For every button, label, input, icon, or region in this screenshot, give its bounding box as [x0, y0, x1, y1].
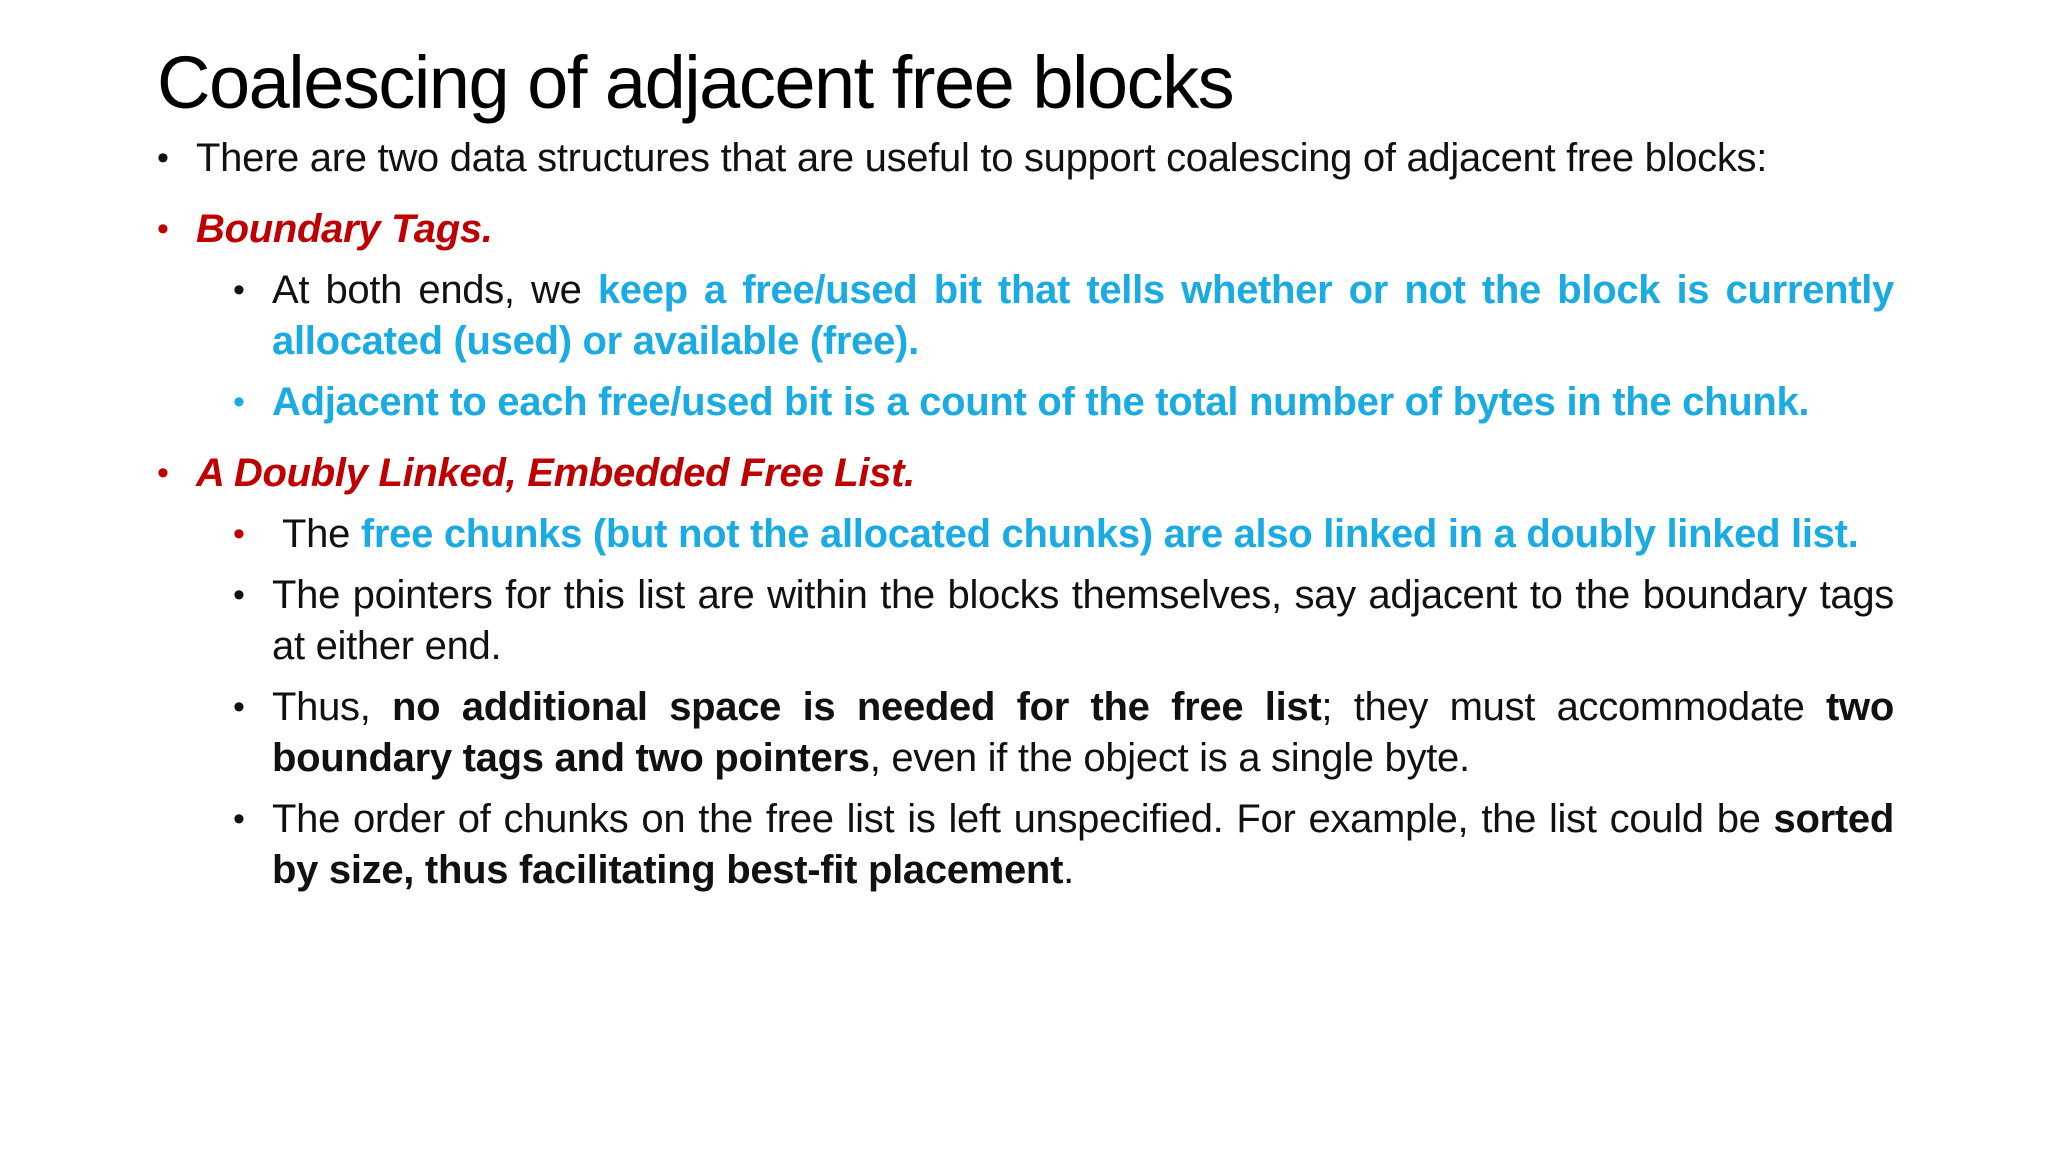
bullet-dot-icon: • — [233, 271, 245, 309]
free-list-point-4-bold: sorted by size, thus facilitating best-fit placement — [272, 797, 1894, 892]
free-list-heading — [157, 448, 1894, 499]
free-list-point-1-prefix: The — [282, 512, 361, 556]
slide-content — [157, 133, 1894, 896]
boundary-tags-heading — [157, 204, 1894, 255]
bullet-dot-icon: • — [233, 383, 245, 421]
bullet-dot-icon: • — [157, 210, 169, 248]
slide-title: Coalescing of adjacent free blocks — [157, 41, 1234, 124]
intro-text: There are two data structures that are useful to support coalescing of adjacent free blocks: — [196, 136, 1768, 180]
intro-bullet — [157, 133, 1894, 184]
bullet-dot-icon: • — [157, 454, 169, 492]
boundary-tags-point-1-highlight: keep a free/used bit that tells whether or not the block is currently allocated (used) or available (free). — [272, 268, 1894, 363]
free-list-point-3 — [157, 682, 1894, 784]
boundary-tags-point-2 — [157, 377, 1894, 428]
free-list-point-3-suffix: , even if the object is a single byte. — [869, 736, 1470, 780]
free-list-point-3-bold-2: two boundary tags and two pointers — [272, 685, 1894, 780]
bullet-dot-icon: • — [157, 139, 169, 177]
free-list-heading-text: A Doubly Linked, Embedded Free List. — [196, 451, 915, 495]
bullet-dot-icon: • — [233, 515, 245, 553]
free-list-point-1 — [157, 509, 1894, 560]
free-list-point-1-highlight: free chunks (but not the allocated chunks) are also linked in a doubly linked list. — [360, 512, 1859, 556]
boundary-tags-point-1 — [157, 265, 1894, 367]
free-list-point-3-middle: ; they must accommodate — [1321, 685, 1827, 729]
free-list-point-3-prefix: Thus, — [272, 685, 393, 729]
free-list-point-2 — [157, 570, 1894, 672]
free-list-point-4 — [157, 794, 1894, 896]
free-list-point-3-bold-1: no additional space is needed for the free list — [392, 685, 1322, 729]
bullet-dot-icon: • — [233, 576, 245, 614]
boundary-tags-point-2-text: Adjacent to each free/used bit is a count of the total number of bytes in the chunk. — [272, 380, 1810, 424]
free-list-point-4-suffix: . — [1063, 848, 1074, 892]
boundary-tags-point-1-prefix: At both ends, we — [272, 268, 598, 312]
free-list-point-2-text: The pointers for this list are within the blocks themselves, say adjacent to the boundary tags at either end. — [272, 573, 1894, 668]
bullet-dot-icon: • — [233, 800, 245, 838]
bullet-dot-icon: • — [233, 688, 245, 726]
free-list-point-4-prefix: The order of chunks on the free list is left unspecified. For example, the list could be — [272, 797, 1774, 841]
boundary-tags-heading-text: Boundary Tags. — [196, 207, 493, 251]
